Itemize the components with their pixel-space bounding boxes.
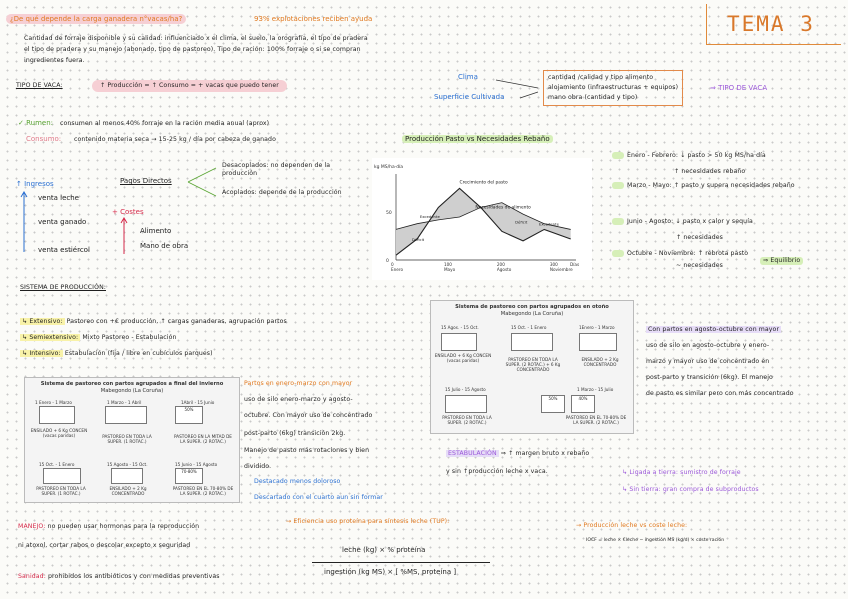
autumn-box-1: ENSILADO + 6 Kg CONCEN (vacas paridas) [434, 353, 492, 363]
venta-estiercol: venta estiércol [38, 246, 90, 254]
prod-pasto-equilibrio: ⇒ Equilibrio [760, 257, 803, 265]
autumn-box-bottom-2-label: PASTOREO EN EL 70-80% DE LA SUPER. (2 ROTAC.) [565, 415, 627, 425]
venta-leche: venta leche [38, 194, 79, 202]
chart-xtick-label: Mayo [443, 267, 456, 272]
winter-date-3: 1Abril - 15 Junio [181, 400, 215, 405]
winter-date-1: 1 Enero - 1 Marzo [35, 400, 72, 405]
winter-shed-1 [39, 406, 75, 424]
acoplados: Acoplados: depende de la producción [222, 189, 342, 196]
autumn-note-2: uso de silo en agosto-octubre y enero- [646, 342, 770, 349]
autumn-date-4: 15 Julio - 15 Agosto [445, 387, 486, 392]
winter-date-4: 15 Oct. - 1 Enero [39, 462, 75, 467]
costes-label: + Costes [112, 208, 144, 216]
chart-annotation: Déficit [411, 236, 425, 242]
costes-alimento: Alimento [140, 227, 172, 235]
tup-numerator: leche (kg) × % proteína [342, 546, 426, 554]
diagram-winter-title: Sistema de pastoreo con partos agrupados a final del invierno [40, 381, 224, 387]
chart-xlabel: Días [570, 262, 580, 267]
manejo-line: MANEJO: no pueden usar hormonas para la reproducción [18, 523, 200, 530]
winter-date-5: 15 Agosto - 15 Oct. [107, 462, 148, 467]
autumn-box-bottom-1-label: PASTOREO EN TODA LA SUPER. (2 ROTAC.) [442, 415, 492, 425]
diagram-autumn-title: Sistema de pastoreo con partos agrupados en otoño [455, 304, 609, 310]
superficie-label: Superficie Cultivada [434, 93, 505, 101]
winter-note-6: dividido. [244, 463, 272, 470]
prod-pasto-item-7: ~ necesidades [676, 262, 724, 269]
winter-box-top-2 [105, 406, 147, 424]
sistema-extensivo: ↳ Extensivo: Pastoreo con +€ producción, ↑ cargas ganaderas, agrupación partos [22, 318, 287, 325]
prod-pasto-item-4: Junio - Agosto: ↓ pasto x calor y sequía [612, 218, 753, 226]
autumn-shed-1 [441, 333, 477, 351]
prod-pasto-item-6: Octubre - Noviembre: ↑ rebrota pasto [612, 250, 748, 258]
prod-pasto-item-1: Enero - Febrero: ↓ pasto > 50 kg MS/ha·día [612, 152, 766, 160]
consumo-label: Consumo: [26, 135, 62, 143]
desacoplados: Desacoplados: no dependen de la producción [222, 162, 331, 177]
eficiencia-label: → Eficiencia uso proteína para síntesis leche (TUP): [286, 518, 450, 525]
winter-descartado: Descartado con el cuarto aun sin formar [254, 494, 383, 501]
pasto-chart-svg [372, 158, 592, 280]
autumn-date-2: 15 Oct. - 1 Enero [511, 325, 547, 330]
chart-xtick-label: 200 [496, 262, 505, 267]
ingresos-label: ↑ Ingresos [16, 180, 54, 188]
chart-annotation: Excedente [538, 221, 559, 227]
autumn-note-5: de pasto es similar pero con más concentrado [646, 390, 794, 397]
pagos-arrows [186, 164, 220, 200]
diagram-autumn-subtitle: Mabegondo (La Coruña) [500, 311, 564, 317]
diagram-winter [24, 377, 240, 503]
winter-note-5: Manejo de pasto más rotaciones y bien [244, 447, 370, 454]
winter-shed-2 [111, 468, 143, 484]
prod-vs-coste-label: → Producción leche vs coste leche: [576, 522, 688, 529]
autumn-date-5: 1 Marzo - 15 Julio [577, 387, 614, 392]
costes-mano-obra: Mano de obra [140, 242, 189, 250]
prod-pasto-item-2: ↑ necesidades rebaño [674, 168, 746, 175]
winter-box-bottom-1-label: PASTOREO EN TODA LA SUPER. (1 ROTAC.) [36, 486, 86, 496]
tup-fraction-line [312, 562, 490, 563]
chart-ytick-label: 0 [386, 259, 389, 264]
autumn-box-3: ENSILADO + 2 Kg CONCENTRADO [581, 357, 619, 367]
factors-box-line-3: mano obra (cantidad y tipo) [548, 94, 638, 101]
chart-series-label-crecimiento: Crecimiento del pasto [459, 180, 508, 186]
rumen-label: ✓ Rumen: [18, 119, 53, 127]
winter-box-2: PASTOREO EN TODA LA SUPER. (1 ROTAC.) [102, 434, 152, 444]
factor-arrows [494, 76, 542, 106]
chart-xtick-label: Agosto [496, 267, 512, 272]
autumn-pct-2: 40% [571, 395, 595, 413]
winter-date-2: 1 Marzo - 1 Abril [107, 400, 142, 405]
estabulacion-line-1: ESTABULACIÓN ⇒ ↑ margen bruto x rebaño [448, 450, 590, 457]
autumn-shed-2 [579, 333, 617, 351]
ingresos-arrow [20, 190, 28, 254]
winter-box-3: PASTOREO EN LA MITAD DE LA SUPER. (2 ROTAC.) [174, 434, 232, 444]
pagos-directos: Pagos Directos [120, 177, 172, 185]
autumn-box-top-2 [511, 333, 553, 351]
winter-pct-2: 70-80% [175, 468, 203, 484]
chart-series-label-necesidades: Necesidades de alimento [475, 205, 531, 211]
intro-line-2: el tipo de pradera y su manejo (abonado, tipo de pastoreo). Tipo de ración: 100% forraje o si se compran [24, 46, 361, 53]
autumn-date-1: 15 Agos. - 15 Oct. [441, 325, 479, 330]
prod-pasto-item-3: Marzo - Mayo: ↑ pasto y supera necesidades rebaño [612, 182, 795, 190]
estabulacion-ligada: ↳ Ligada a tierra: sumistro de forraje [622, 469, 741, 476]
winter-box-bottom-3-label: PASTOREO EN EL 70-80% DE LA SUPER. (2 ROTAC.) [172, 486, 234, 496]
factors-box-line-1: cantidad /calidad y tipo alimento [548, 74, 654, 81]
prod-pasto-item-5: ↑ necesidades [676, 234, 724, 241]
chart-xtick-label: 100 [443, 262, 452, 267]
iocf-formula: IOCF = leche × €leche − ingestión MS (kg/d) × coste ración [586, 538, 725, 543]
manejo-line-2: ni atoxol, cortar rabos o descolar excepto x seguridad [18, 542, 191, 549]
winter-box-1: ENSILADO + 6 Kg CONCEN (vacas paridas) [30, 428, 88, 438]
autumn-note-4: post-parto y transición (6kg). El manejo [646, 374, 773, 381]
autumn-date-3: 1Enero - 1 Marzo [579, 325, 615, 330]
stat-note: 93% explotaciones reciben ayuda [254, 15, 373, 23]
estabulacion-sin-tierra: ↳ Sin tierra: gran compra de subproductos [622, 486, 759, 493]
consumo-text: contenido materia seca → 15-25 kg / día por cabeza de ganado [74, 136, 276, 143]
chart-ylabel: kg MS/ha·día [374, 165, 404, 170]
chart-xtick-label: 300 [549, 262, 558, 267]
autumn-box-2: PASTOREO EN TODA LA SUPER. (2 ROTAC.) + 6 Kg CONCENTRADO [505, 357, 561, 372]
winter-pct-1: 50% [175, 406, 203, 424]
sistema-intensivo: ↳ Intensivo: Estabulación (fija / libre en cubículos parques) [22, 350, 213, 357]
autumn-note-3: marzo y mayor uso de concentrado en [646, 358, 770, 365]
winter-destacado: Destacado menos doloroso [254, 478, 341, 485]
winter-note-2: uso de silo enero-marzo y agosto- [244, 396, 353, 403]
title-box [706, 4, 841, 45]
sanidad-line: Sanidad: prohibidos los antibióticos y con medidas preventivas [18, 573, 220, 580]
chart-xtick-label: Noviembre [549, 267, 573, 272]
winter-date-6: 15 Junio - 15 Agosto [175, 462, 218, 467]
pasto-chart [372, 158, 592, 280]
venta-ganado: venta ganado [38, 218, 87, 226]
winter-box-bottom-2-label: ENSILADO + 2 Kg CONCENTRADO [109, 486, 147, 496]
tipo-vaca-label: TIPO DE VACA: [16, 82, 63, 89]
diagram-autumn [430, 300, 634, 434]
chart-xtick-label: Enero [391, 267, 404, 272]
prod-pasto-title: Producción Pasto vs Necesidades Rebaño [402, 135, 553, 143]
autumn-pct-1: 50% [541, 395, 565, 413]
costes-arrow [120, 216, 128, 256]
page-title: TEMA 3 [727, 12, 815, 36]
factors-result: ⇒ TIPO DE VACA [710, 84, 768, 92]
question-heading: ¿De qué depende la carga ganadera n°vacas/ha? [6, 14, 186, 24]
clima-label: Clima [458, 73, 478, 81]
chart-ytick-label: 50 [386, 211, 392, 217]
sistema-title: SISTEMA DE PRODUCCIÓN: [20, 284, 106, 291]
intro-line-1: Cantidad de forraje disponible y su calidad: influenciado x el clima, el suelo, la orografía, el tipo de pradera [24, 35, 368, 42]
diagram-winter-subtitle: Mabegondo (La Coruña) [100, 388, 164, 394]
chart-annotation: Excedente [419, 213, 440, 219]
tup-denominator: ingestión (kg MS) × [ %MS, proteína ] [324, 568, 457, 576]
winter-note-1: Partos en enero-marzo con mayor [244, 380, 353, 387]
winter-note-4: post-parto (6kg) transición 2kg. [244, 430, 346, 437]
estabulacion-line-2: y sin ↑producción leche x vaca. [446, 468, 548, 475]
intro-line-3: ingredientes fuera. [24, 57, 85, 64]
tipo-vaca-formula: ↑ Producción = ↑ Consumo = + vacas que puedo tener [92, 80, 287, 92]
factors-box-line-2: alojamiento (infraestructuras + equipos) [548, 84, 679, 91]
autumn-box-bottom-1 [445, 395, 487, 413]
winter-box-bottom-1 [43, 468, 81, 484]
chart-xtick-label: 0 [391, 262, 394, 267]
factors-box [543, 70, 683, 106]
rumen-text: consumen al menos 40% forraje en la ración media anual (aprox) [60, 120, 270, 127]
chart-annotation: Déficit [515, 219, 528, 225]
winter-note-3: octubre. Con mayor uso de concentrado [244, 412, 373, 419]
autumn-note-1: Con partos en agosto-octubre con mayor [648, 326, 780, 333]
sistema-semiextensivo: ↳ Semiextensivo: Mixto Pastoreo - Estabulación [22, 334, 177, 341]
